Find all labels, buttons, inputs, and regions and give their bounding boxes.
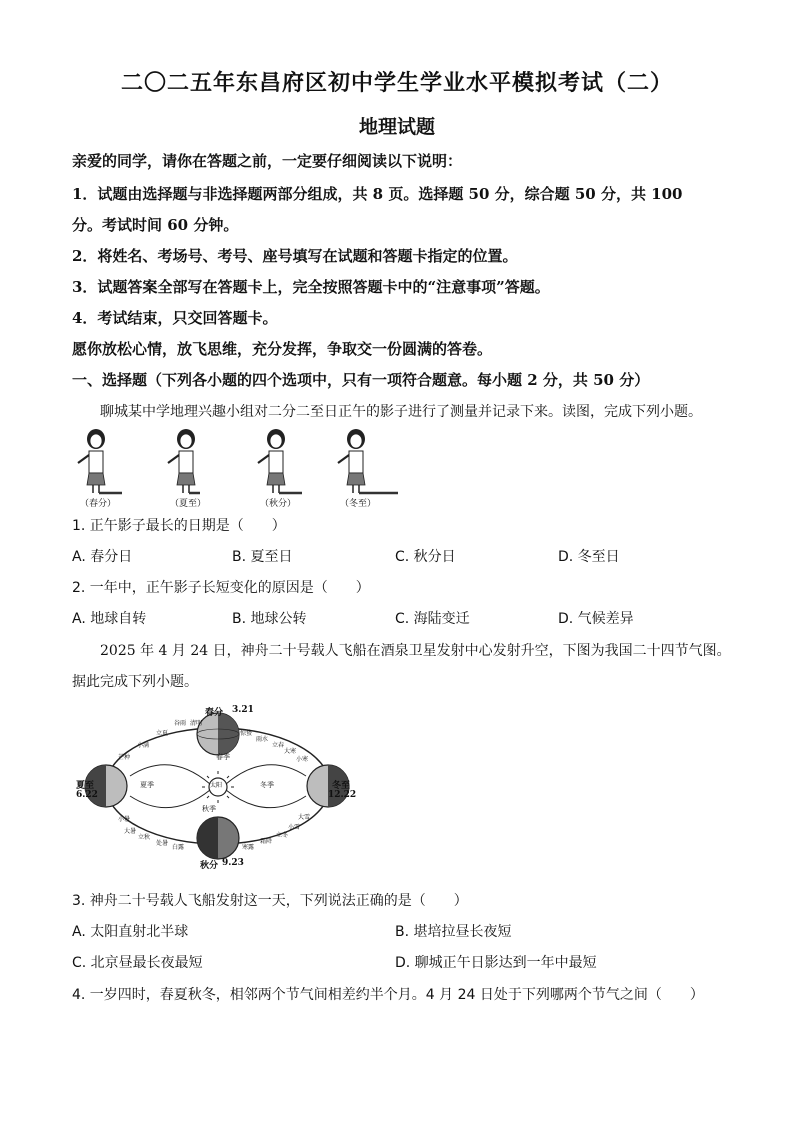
instructions-wish: 愿你放松心情，放飞思维，充分发挥，争取交一份圆满的答卷。: [72, 340, 493, 358]
term-yushui: 雨水: [256, 736, 269, 743]
q2-option-c[interactable]: C. 海陆变迁: [395, 611, 470, 627]
q3-option-d[interactable]: D. 聊城正午日影达到一年中最短: [395, 955, 597, 971]
girl-label-autumn: （秋分）: [260, 499, 297, 509]
q3-option-b[interactable]: B. 堪培拉昼长夜短: [395, 924, 512, 940]
label-autumn-date: 9.23: [222, 858, 244, 868]
term-lixia: 立夏: [156, 730, 169, 737]
label-autumn: 秋分: [200, 861, 219, 871]
term-chushu: 处暑: [156, 840, 169, 847]
instruction-item-2: 2．将姓名、考场号、考号、座号填写在试题和答题卡指定的位置。: [72, 247, 518, 265]
term-jingzhe: 惊蛰: [240, 730, 253, 737]
girl-figure-spring: [78, 429, 122, 493]
girl-label-spring: （春分）: [80, 499, 117, 509]
instructions-greeting: 亲爱的同学，请你在答题之前，一定要仔细阅读以下说明：: [72, 152, 463, 170]
q1-option-d[interactable]: D. 冬至日: [558, 549, 620, 565]
label-summer-date: 6.22: [76, 790, 98, 800]
q1-option-a[interactable]: A. 春分日: [72, 549, 133, 565]
term-mangzhong: 芒种: [118, 754, 131, 761]
term-hanlu: 寒露: [242, 844, 255, 851]
instruction-item-1-line2: 分。考试时间 60 分钟。: [72, 216, 239, 234]
q1-option-b[interactable]: B. 夏至日: [232, 549, 293, 565]
term-xiaohan: 小寒: [296, 756, 309, 763]
label-winter: 冬至: [332, 781, 351, 791]
q4-stem: 4. 一岁四时，春夏秋冬，相邻两个节气间相差约半个月。4 月 24 日处于下列哪两个节气之间（ ）: [72, 987, 704, 1003]
term-shuangjiang: 霜降: [260, 838, 273, 845]
section-heading: 一、选择题（下列各小题的四个选项中，只有一项符合题意。每小题 2 分，共 50 分）: [72, 371, 650, 389]
earth-spring-icon: [197, 713, 239, 755]
passage-2-line1: 2025 年 4 月 24 日，神舟二十号载人飞船在酒泉卫星发射中心发射升空，下图为我国二十四节气图。: [100, 643, 731, 659]
q1-stem: 1. 正午影子最长的日期是（ ）: [72, 518, 286, 534]
girl-label-summer: （夏至）: [170, 499, 207, 509]
q2-option-a[interactable]: A. 地球自转: [72, 611, 147, 627]
q3-option-c[interactable]: C. 北京昼最长夜最短: [72, 955, 203, 971]
q3-option-a[interactable]: A. 太阳直射北半球: [72, 924, 189, 940]
label-season-autumn: 秋季: [202, 805, 216, 813]
q2-option-d[interactable]: D. 气候差异: [558, 611, 634, 627]
girl-figure-summer: [168, 429, 200, 493]
term-daxue: 大雪: [298, 814, 311, 821]
term-lichun: 立春: [272, 742, 285, 749]
q1-option-c[interactable]: C. 秋分日: [395, 549, 456, 565]
q2-stem: 2. 一年中，正午影子长短变化的原因是（ ）: [72, 580, 370, 596]
label-winter-date: 12.22: [328, 790, 357, 800]
q2-option-b[interactable]: B. 地球公转: [232, 611, 307, 627]
label-sun: 太阳: [210, 782, 223, 789]
label-season-spring: 春季: [216, 753, 230, 761]
label-season-summer: 夏季: [140, 781, 154, 789]
term-xiaoshu: 小暑: [118, 816, 131, 823]
page-subtitle: 地理试题: [358, 116, 435, 138]
passage-2-line2: 据此完成下列小题。: [72, 674, 198, 690]
instruction-item-4: 4．考试结束，只交回答题卡。: [72, 309, 278, 327]
label-season-winter: 冬季: [260, 781, 274, 789]
page-title: 二〇二五年东昌府区初中学生学业水平模拟考试（二）: [120, 70, 673, 96]
term-dahan: 大寒: [284, 748, 297, 755]
label-summer: 夏至: [76, 781, 95, 791]
term-dashu: 大暑: [124, 828, 137, 835]
girl-label-winter: （冬至）: [340, 499, 377, 509]
term-liqiu: 立秋: [138, 834, 151, 841]
term-qingming: 清明: [190, 720, 203, 727]
term-lidong: 立冬: [276, 832, 289, 839]
earth-autumn-icon: [197, 817, 239, 859]
label-spring-date: 3.21: [232, 705, 254, 715]
q3-stem: 3. 神舟二十号载人飞船发射这一天，下列说法正确的是（ ）: [72, 893, 468, 909]
question-intro: 聊城某中学地理兴趣小组对二分二至日正午的影子进行了测量并记录下来。读图，完成下列小题。: [100, 404, 702, 420]
instruction-item-3: 3．试题答案全部写在答题卡上，完全按照答题卡中的“注意事项”答题。: [72, 278, 550, 296]
girl-figure-autumn: [258, 429, 302, 493]
girl-figure-winter: [338, 429, 398, 493]
term-xiaoxue: 小雪: [288, 824, 301, 831]
instruction-item-1-line1: 1．试题由选择题与非选择题两部分组成，共 8 页。选择题 50 分，综合题 50 分，共 100: [72, 185, 683, 203]
term-bailu: 白露: [172, 844, 185, 851]
label-spring: 春分: [205, 708, 224, 718]
term-xiaoman: 小满: [137, 742, 150, 749]
term-guyu: 谷雨: [174, 720, 187, 727]
